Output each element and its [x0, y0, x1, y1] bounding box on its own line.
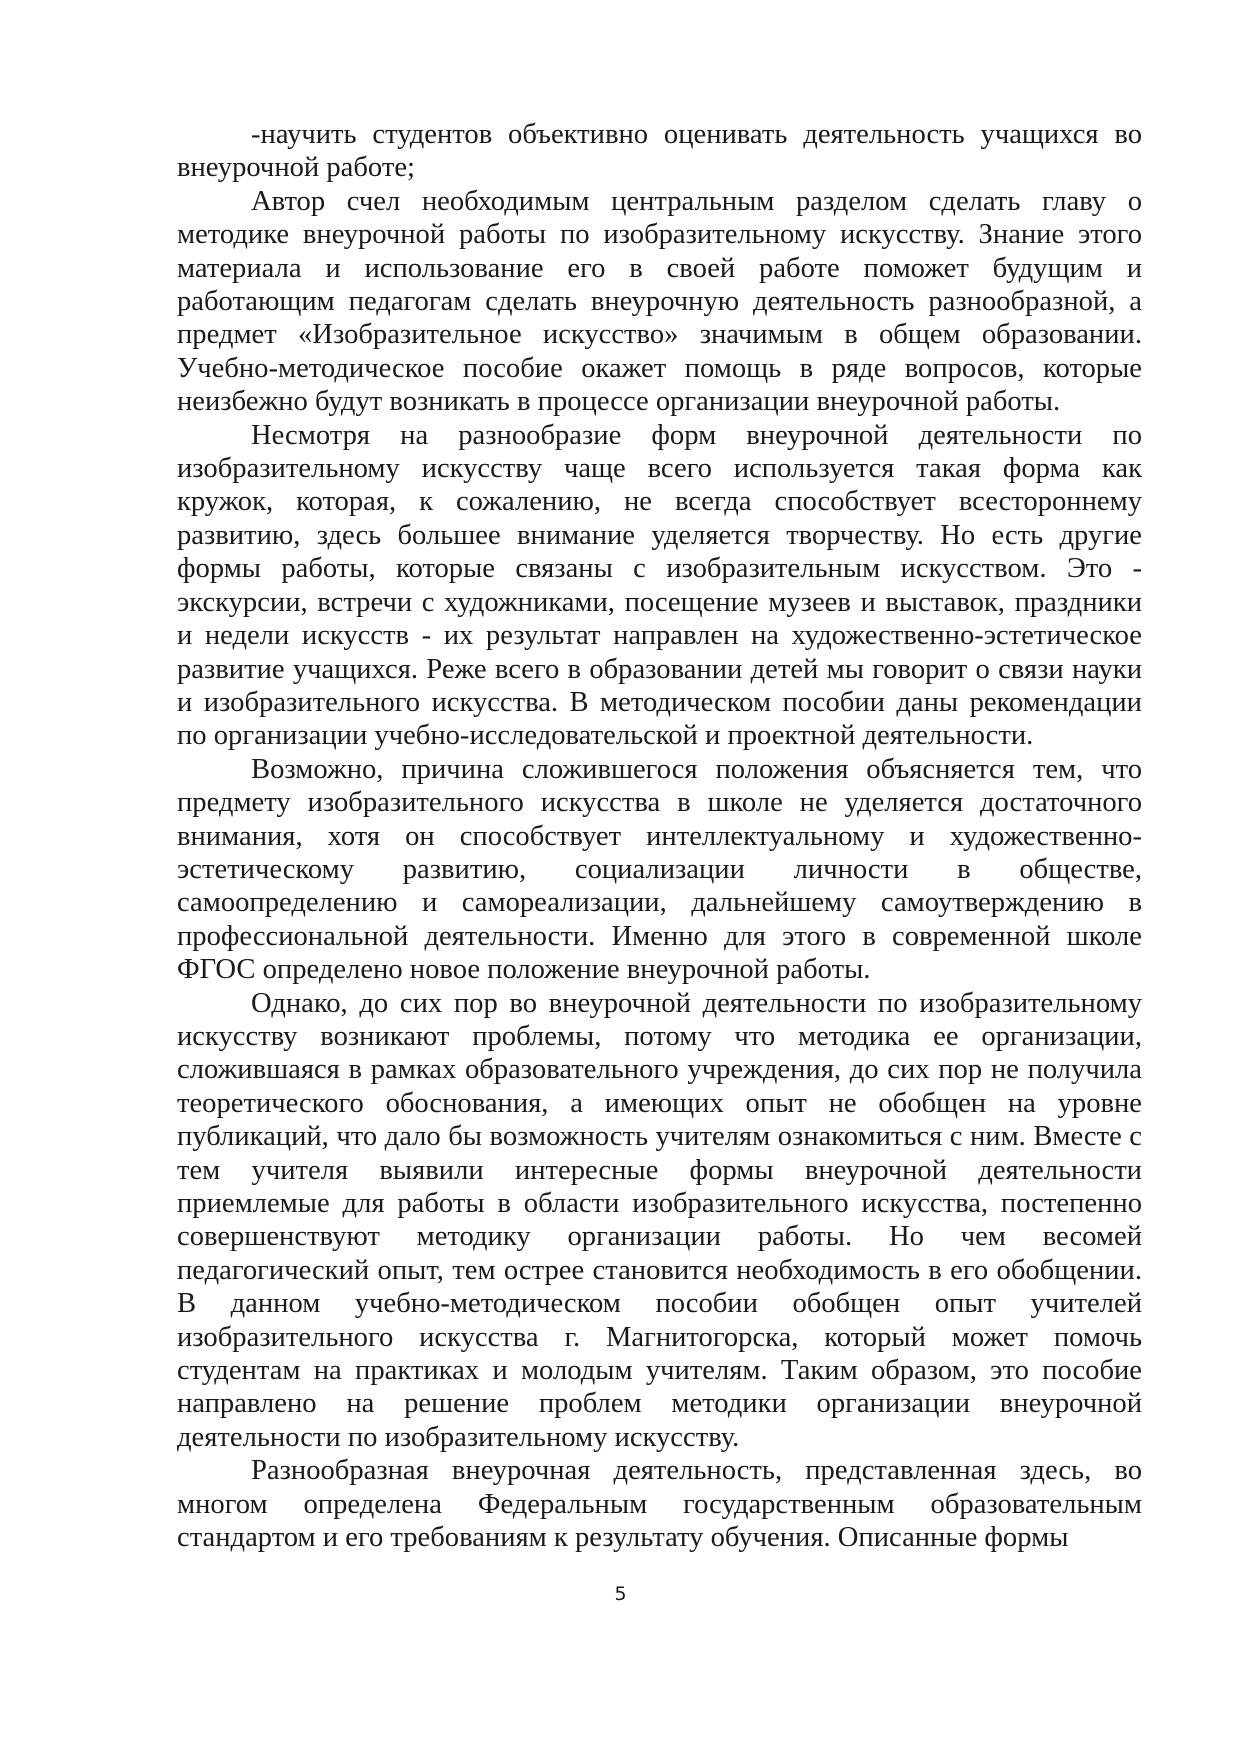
paragraph-4: Возможно, причина сложившегося положения объясняется тем, что предмету изобразительного искусства в школе не уделяется достаточного внимания, хотя он способствует интеллектуальному и художественно-эстетическому развитию, социализации личности в обществе, самоопределению и самореализации, дальнейшему самоутверждению в профессиональной деятельности. Именно для этого в современной школе ФГОС определено новое положение внеурочной работы. — [177, 753, 1142, 986]
paragraph-1: -научить студентов объективно оценивать деятельность учащихся во внеурочной работе; — [177, 119, 1142, 184]
paragraph-2: Автор счел необходимым центральным разделом сделать главу о методике внеурочной работы по изобразительному искусству. Знание этого материала и использование его в своей работе поможет будущим и работающим педагогам сделать внеурочную деятельность разнообразной, а предмет «Изобразительное искусство» значимым в общем образовании. Учебно-методическое пособие окажет помощь в ряде вопросов, которые неизбежно будут возникать в процессе организации внеурочной работы. — [177, 185, 1142, 418]
page-number: 5 — [614, 1583, 627, 1605]
paragraph-6: Разнообразная внеурочная деятельность, представленная здесь, во многом определена Федеральным государственным образовательным стандартом и его требованиям к результату обучения. Описанные формы — [177, 1455, 1142, 1554]
body-text — [177, 118, 1142, 1554]
paragraph-5: Однако, до сих пор во внеурочной деятельности по изобразительному искусству возникают проблемы, потому что методика ее организации, сложившаяся в рамках образовательного учреждения, до сих пор не получила теоретического обоснования, а имеющих опыт не обобщен на уровне публикаций, что дало бы возможность учителям ознакомиться с ним. Вместе с тем учителя выявили интересные формы внеурочной деятельности приемлемые для работы в области изобразительного искусства, постепенно совершенствуют методику организации работы. Но чем весомей педагогический опыт, тем острее становится необходимость в его обобщении. В данном учебно-методическом пособии обобщен опыт учителей изобразительного искусства г. Магнитогорска, который может помочь студентам на практиках и молодым учителям. Таким образом, это пособие направлено на решение проблем методики организации внеурочной деятельности по изобразительному искусству. — [177, 987, 1142, 1453]
paragraph-3: Несмотря на разнообразие форм внеурочной деятельности по изобразительному искусству чаще всего используется такая форма как кружок, которая, к сожалению, не всегда способствует всестороннему развитию, здесь большее внимание уделяется творчеству. Но есть другие формы работы, которые связаны с изобразительным искусством. Это - экскурсии, встречи с художниками, посещение музеев и выставок, праздники и недели искусств - их результат направлен на художественно-эстетическое развитие учащихся. Реже всего в образовании детей мы говорит о связи науки и изобразительного искусства. В методическом пособии даны рекомендации по организации учебно-исследовательской и проектной деятельности. — [177, 419, 1142, 752]
